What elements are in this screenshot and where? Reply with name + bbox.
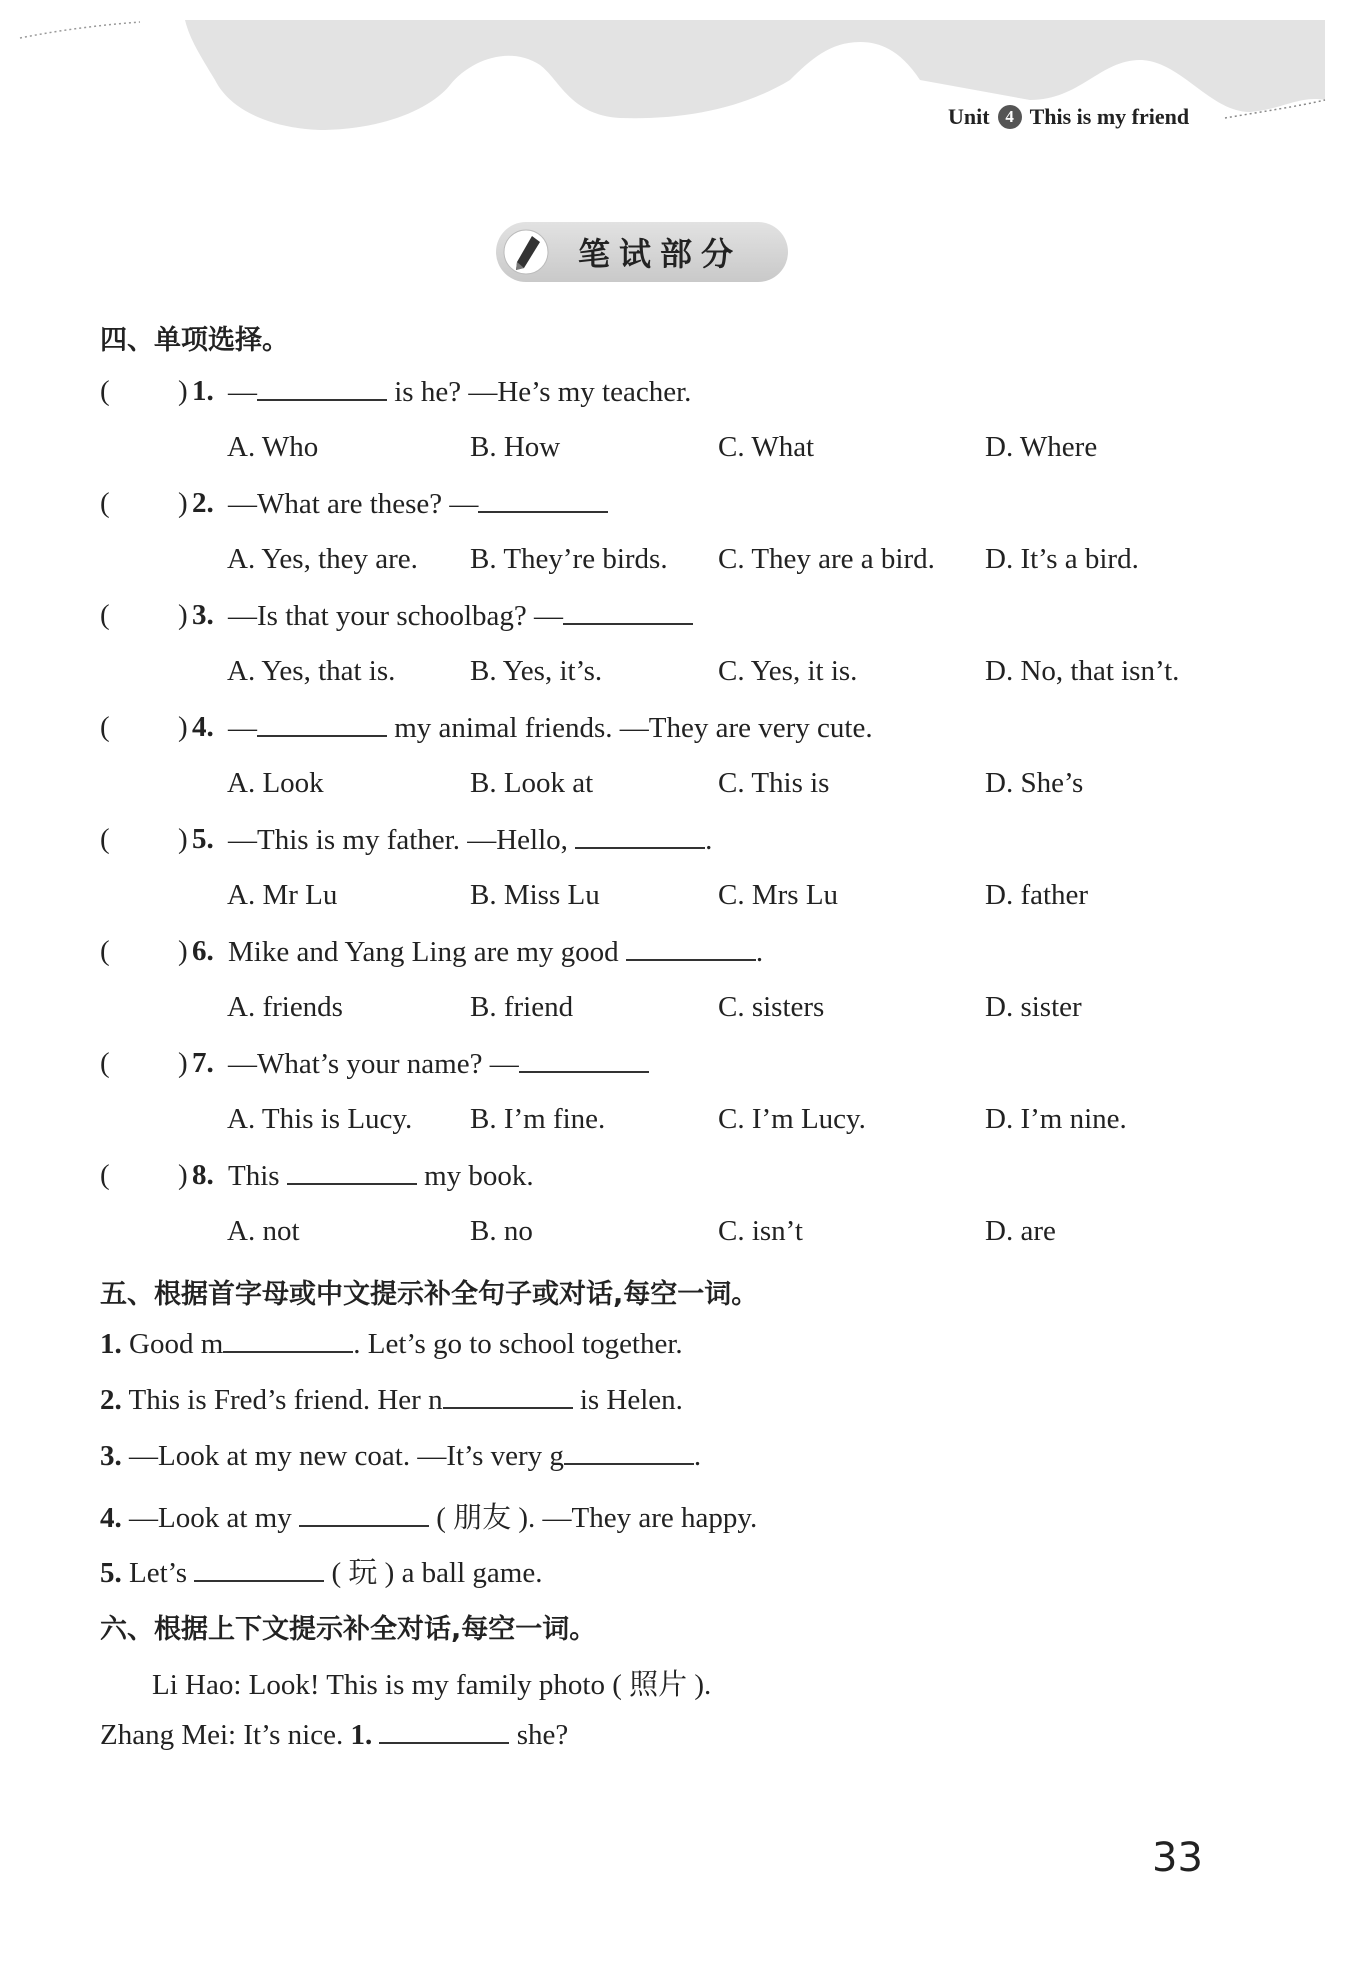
option-b: B. Look at xyxy=(470,767,594,799)
option-d: D. sister xyxy=(985,991,1082,1023)
option-a: A. Look xyxy=(227,767,324,799)
question-stem: my animal friends. —They are very cute. xyxy=(387,712,873,744)
option-a: A. Who xyxy=(227,431,319,463)
fill-item-5: 5. Let’s ( 玩 ) a ball game. xyxy=(100,1557,543,1589)
answer-blank[interactable] xyxy=(519,1047,649,1073)
question-stem: my book. xyxy=(416,1160,534,1192)
option-d: D. She’s xyxy=(985,767,1084,799)
answer-blank[interactable] xyxy=(257,375,387,401)
question-stem: —Is that your schoolbag? — xyxy=(228,600,564,632)
question-number: 4. xyxy=(192,711,214,743)
option-c: C. I’m Lucy. xyxy=(718,1103,866,1135)
option-c: C. isn’t xyxy=(718,1215,803,1247)
question-number: 6. xyxy=(192,935,214,967)
option-c: C. They are a bird. xyxy=(718,543,935,575)
option-c: C. Yes, it is. xyxy=(718,655,858,687)
option-a: A. friends xyxy=(227,991,343,1023)
answer-blank[interactable] xyxy=(563,599,693,625)
question-stem: This xyxy=(228,1160,287,1192)
unit-number-badge: 4 xyxy=(998,105,1022,129)
question-stem: Mike and Yang Ling are my good xyxy=(228,936,626,968)
fill-item-3: 3. —Look at my new coat. —It’s very g . xyxy=(100,1440,702,1472)
answer-blank[interactable] xyxy=(194,1556,324,1582)
question-stem: —What are these? — xyxy=(228,488,479,520)
option-b: B. Miss Lu xyxy=(470,879,600,911)
question-stem: — xyxy=(228,376,257,408)
question-number: 2. xyxy=(192,487,214,519)
option-c: C. What xyxy=(718,431,815,463)
question-number: 7. xyxy=(192,1047,214,1079)
fill-item-4: 4. —Look at my ( 朋友 ). —They are happy. xyxy=(100,1502,758,1534)
answer-blank[interactable] xyxy=(626,935,756,961)
page-number: 33 xyxy=(1152,1835,1203,1881)
option-d: D. are xyxy=(985,1215,1056,1247)
option-d: D. It’s a bird. xyxy=(985,543,1139,575)
option-a: A. Yes, that is. xyxy=(227,655,396,687)
question-number: 5. xyxy=(192,823,214,855)
section-banner xyxy=(496,222,788,282)
section-5-heading: 五、根据首字母或中文提示补全句子或对话,每空一词。 xyxy=(100,1279,759,1310)
answer-blank[interactable] xyxy=(564,1439,694,1465)
option-b: B. Yes, it’s. xyxy=(470,655,603,687)
pencil-icon xyxy=(502,228,550,276)
question-stem: —This is my father. —Hello, xyxy=(228,824,576,856)
fill-item-1: 1. Good m . Let’s go to school together. xyxy=(100,1328,683,1360)
dialog-line-1: Li Hao: Look! This is my family photo ( 照片 ). xyxy=(152,1669,712,1701)
option-a: A. Yes, they are. xyxy=(227,543,418,575)
answer-blank[interactable] xyxy=(257,711,387,737)
unit-title xyxy=(948,104,1189,130)
question-stem: — xyxy=(228,712,257,744)
question-number: 8. xyxy=(192,1159,214,1191)
answer-blank[interactable] xyxy=(379,1718,509,1744)
option-b: B. How xyxy=(470,431,561,463)
option-b: B. I’m fine. xyxy=(470,1103,606,1135)
option-b: B. no xyxy=(470,1215,533,1247)
option-d: D. father xyxy=(985,879,1089,911)
question-stem: . xyxy=(705,824,713,856)
option-d: D. Where xyxy=(985,431,1098,463)
option-a: A. not xyxy=(227,1215,300,1247)
option-a: A. This is Lucy. xyxy=(227,1103,413,1135)
option-b: B. friend xyxy=(470,991,574,1023)
question-stem: . xyxy=(755,936,764,968)
banner-title: 笔试部分 xyxy=(577,235,742,273)
option-c: C. sisters xyxy=(718,991,825,1023)
section-6-heading: 六、根据上下文提示补全对话,每空一词。 xyxy=(100,1614,597,1645)
answer-blank[interactable] xyxy=(478,487,608,513)
answer-blank[interactable] xyxy=(443,1383,573,1409)
unit-title-text: This is my friend xyxy=(1029,104,1190,129)
answer-blank[interactable] xyxy=(223,1327,353,1353)
question-number: 1. xyxy=(192,375,214,407)
option-d: D. No, that isn’t. xyxy=(985,655,1180,687)
question-number: 3. xyxy=(192,599,214,631)
option-a: A. Mr Lu xyxy=(227,879,338,911)
answer-blank[interactable] xyxy=(575,823,705,849)
section-4-heading: 四、单项选择。 xyxy=(100,325,289,356)
option-c: C. Mrs Lu xyxy=(718,879,839,911)
answer-blank[interactable] xyxy=(299,1501,429,1527)
fill-item-2: 2. This is Fred’s friend. Her n is Helen. xyxy=(100,1384,683,1416)
unit-label: Unit xyxy=(948,104,990,129)
question-stem: is he? —He’s my teacher. xyxy=(387,376,692,408)
dialog-line-2: Zhang Mei: It’s nice. 1. she? xyxy=(100,1719,569,1751)
option-d: D. I’m nine. xyxy=(985,1103,1127,1135)
option-b: B. They’re birds. xyxy=(470,543,668,575)
answer-blank[interactable] xyxy=(287,1159,417,1185)
option-c: C. This is xyxy=(718,767,830,799)
question-stem: —What’s your name? — xyxy=(228,1048,519,1080)
